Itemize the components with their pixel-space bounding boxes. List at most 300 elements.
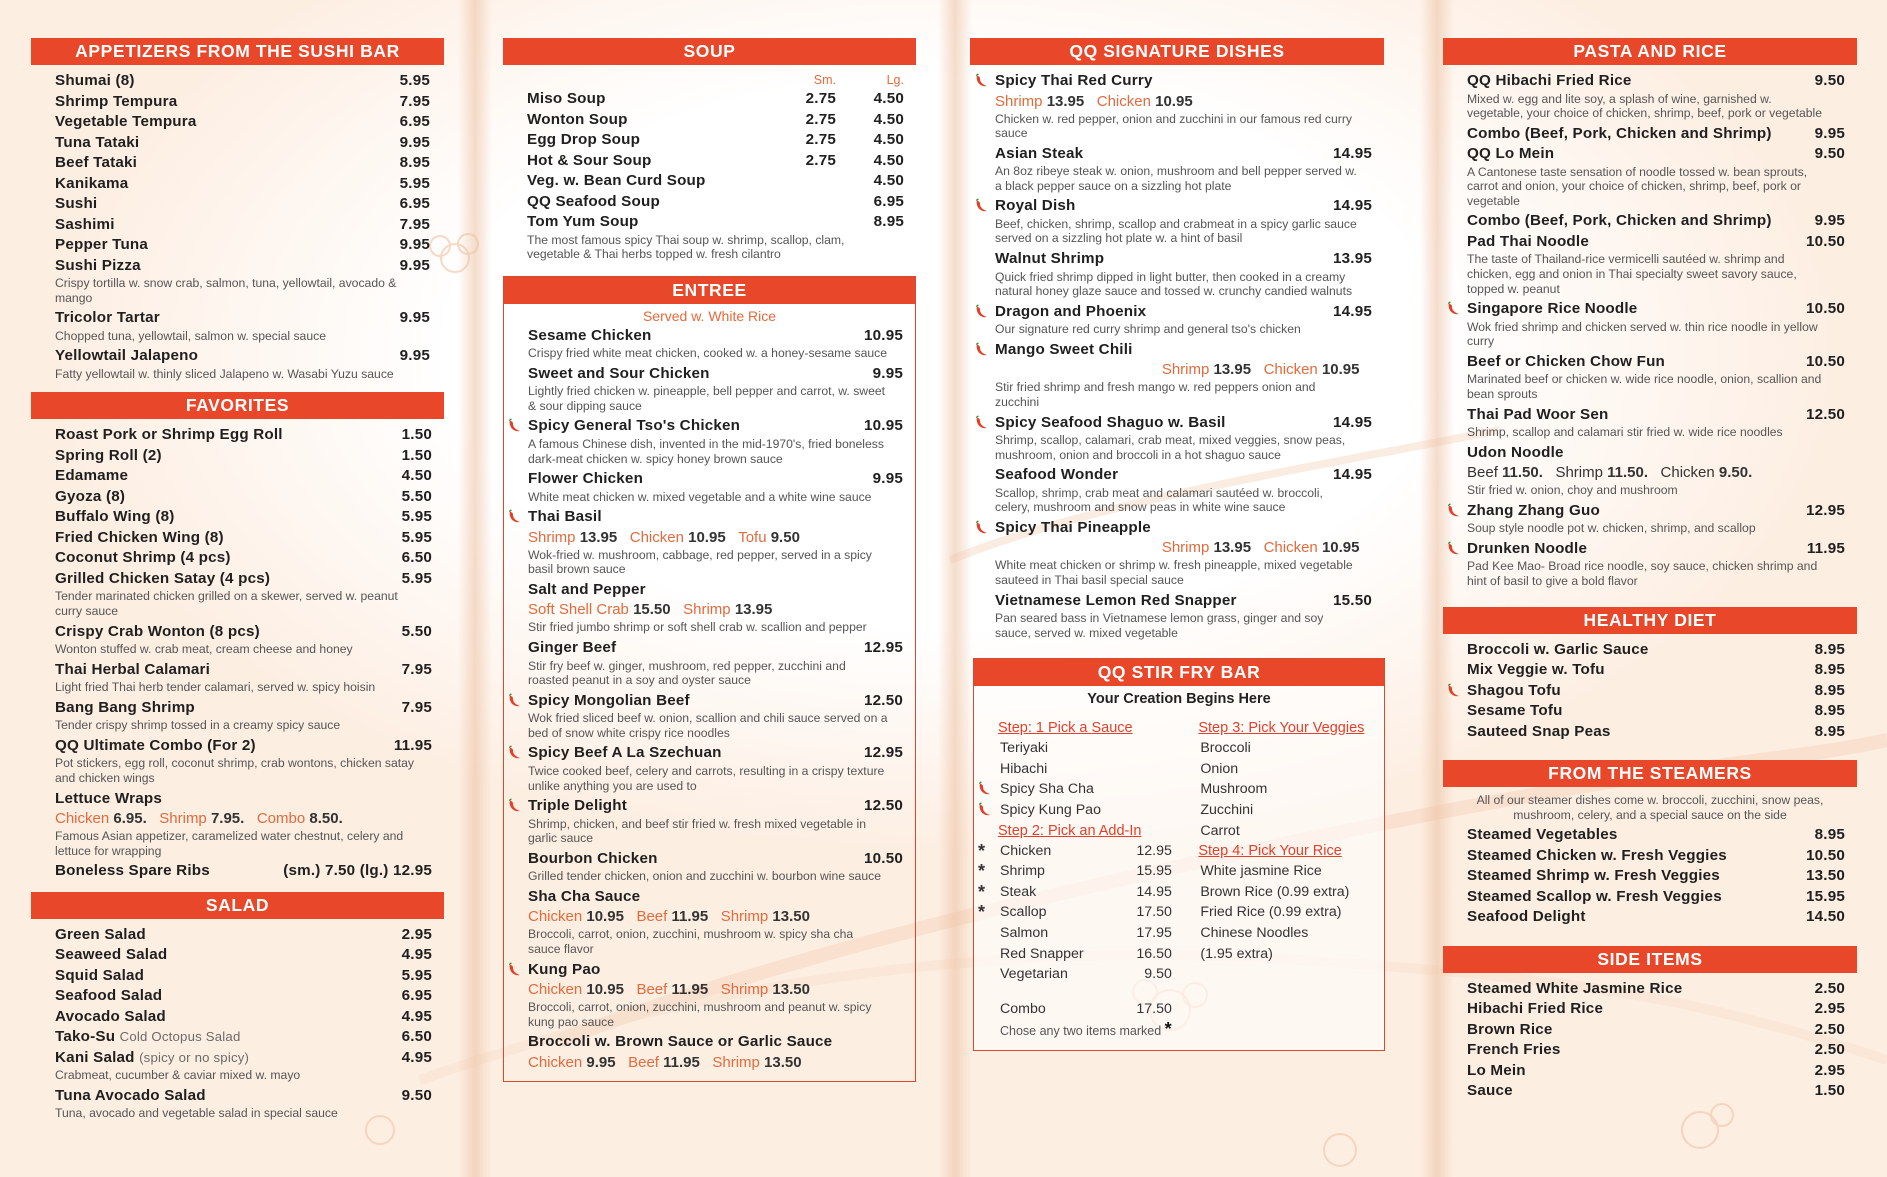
- item-name: [1467, 71, 1805, 92]
- stirfry-option: [998, 738, 1172, 759]
- option-price: 17.95: [1136, 925, 1172, 942]
- chili-pepper-icon: [1445, 683, 1461, 699]
- item-description: Crispy tortilla w. snow crab, salmon, tuna, yellowtail, avocado & mango: [55, 276, 397, 305]
- combo-name: Combo: [1000, 1000, 1046, 1017]
- option-name: Spicy Kung Pao: [1000, 802, 1101, 819]
- menu-item: [528, 691, 903, 741]
- menu-item: [1467, 907, 1845, 928]
- item-name: [527, 110, 758, 131]
- option-price: 13.50: [772, 908, 810, 926]
- menu-item: [55, 92, 430, 113]
- item-name-text: QQ Lo Mein: [1467, 145, 1555, 163]
- item-description: Shrimp, scallop, calamari, crab meat, mixed veggies, snow peas, mushroom, onion and broccoli in a hot shaguo sauce: [995, 433, 1346, 462]
- item-row: [1467, 640, 1845, 661]
- item-row: [1467, 887, 1845, 908]
- item-row: [55, 698, 432, 719]
- option-label: Shrimp: [995, 92, 1043, 110]
- option-price: 15.50: [633, 601, 671, 619]
- stirfry-right: [1198, 714, 1376, 1042]
- price-options: [528, 600, 903, 620]
- menu-item: [528, 796, 903, 846]
- pasta-section: [1443, 38, 1857, 589]
- chili-pepper-icon: [506, 693, 522, 709]
- chili-pepper-icon: [973, 520, 989, 536]
- item-name: [55, 215, 390, 236]
- item-description: Crispy fried white meat chicken, cooked w. a honey-sesame sauce: [528, 346, 888, 361]
- option-price: 11.95: [663, 1053, 700, 1071]
- option-price: 10.95: [1321, 539, 1360, 557]
- item-row: [55, 622, 432, 643]
- item-name-text: Boneless Spare Ribs: [55, 862, 210, 880]
- option-price: 10.95: [586, 981, 624, 999]
- chili-pepper-icon: [973, 415, 989, 431]
- item-price: 9.50: [1814, 145, 1845, 163]
- step2-label: Step 2: Pick an Add-In: [998, 822, 1142, 839]
- option-label: Chicken: [1263, 361, 1318, 379]
- item-row: [55, 861, 432, 882]
- stirfry-steps: [974, 712, 1384, 1042]
- option-price: 13.95: [734, 601, 773, 619]
- menu-item: [528, 887, 903, 957]
- item-price: 11.95: [393, 736, 432, 754]
- item-name: [55, 1027, 392, 1048]
- favorites-section: [31, 392, 444, 881]
- item-name: [55, 425, 392, 446]
- section-header: HEALTHY DIET: [1443, 607, 1857, 634]
- item-row: [55, 736, 432, 757]
- option-price: 9.95: [586, 1053, 616, 1071]
- menu-item: [55, 256, 430, 306]
- item-name: [1467, 1020, 1805, 1041]
- item-row: [1467, 1081, 1845, 1102]
- item-description: Crabmeat, cucumber & caviar mixed w. mayo: [55, 1068, 301, 1083]
- item-name-text: Green Salad: [55, 925, 146, 943]
- option-label: Shrimp: [528, 528, 576, 546]
- item-name-text: Tom Yum Soup: [527, 213, 639, 230]
- item-row: [55, 174, 430, 195]
- item-description: Stir fried shrimp and fresh mango w. red peppers onion and zucchini: [995, 380, 1316, 409]
- salad-list: [31, 925, 444, 1121]
- menu-item: [1467, 232, 1845, 296]
- item-name: [1467, 825, 1805, 846]
- item-name: [528, 638, 854, 659]
- item-price: 9.95: [399, 309, 430, 327]
- item-price: 11.95: [1806, 539, 1845, 557]
- item-description: A Cantonese taste sensation of noodle tossed w. bean sprouts, carrot and onion, your choice of chicken, shrimp, beef, pork or vegetable: [1467, 164, 1808, 208]
- option-price: 13.50: [764, 1053, 802, 1071]
- stirfry-tagline: Your Creation Begins Here: [1087, 691, 1271, 708]
- menu-item: [528, 960, 903, 1030]
- item-name-text: Tuna Avocado Salad: [55, 1086, 206, 1104]
- stirfry-option: Brown Rice (0.99 extra): [1200, 883, 1350, 900]
- option-name: Salmon: [1000, 925, 1049, 942]
- item-description: Tender marinated chicken grilled on a skewer, served w. peanut curry sauce: [55, 589, 398, 618]
- item-name-text: Spicy Thai Red Curry: [995, 72, 1153, 89]
- item-row: [55, 986, 432, 1007]
- item-row: [1467, 443, 1845, 464]
- item-name: [527, 130, 758, 151]
- item-name-text: Sesame Tofu: [1467, 702, 1563, 720]
- option-price: 11.50.: [1607, 464, 1649, 482]
- item-name: [528, 507, 903, 528]
- option-label: Chicken: [55, 810, 110, 828]
- item-row: [55, 945, 432, 966]
- item-price: 4.95: [401, 1048, 432, 1066]
- item-name-text: Beef Tataki: [55, 154, 138, 171]
- menu-item: [995, 302, 1372, 337]
- item-price: 14.95: [1332, 302, 1372, 320]
- menu-item: [1467, 887, 1845, 908]
- item-name: [1467, 979, 1805, 1000]
- menu-item: [528, 364, 903, 414]
- item-name: [55, 153, 390, 174]
- item-price: 6.50: [401, 1028, 432, 1046]
- item-name-text: Fried Chicken Wing (8): [55, 528, 224, 546]
- step3-label: Step 3: Pick Your Veggies: [1198, 720, 1365, 737]
- soup-size-header: [503, 71, 916, 89]
- chili-pepper-icon: [1445, 301, 1461, 317]
- item-name: [55, 466, 392, 487]
- item-name-text: Ginger Beef: [528, 639, 617, 657]
- option-price: 13.50: [772, 981, 810, 999]
- price-large: 4.50: [873, 131, 904, 148]
- item-row: [1467, 907, 1845, 928]
- option-price: 12.95: [1136, 842, 1172, 859]
- stirfry-section: [973, 658, 1385, 1051]
- item-row: [528, 743, 903, 764]
- option-label: Chicken: [528, 981, 583, 999]
- item-row: [55, 507, 432, 528]
- item-name: [528, 849, 854, 870]
- step2-list: [978, 840, 1172, 985]
- item-row: [527, 110, 904, 131]
- menu-item: [1467, 866, 1845, 887]
- menu-item: [1467, 660, 1845, 681]
- item-price: 2.95: [1814, 1000, 1845, 1018]
- item-price: 9.95: [872, 364, 903, 382]
- item-price: 5.95: [401, 508, 432, 526]
- menu-item: [995, 340, 1372, 410]
- column-1: [31, 38, 444, 1124]
- item-name-text: QQ Hibachi Fried Rice: [1467, 72, 1632, 89]
- item-name-text: Sha Cha Sauce: [528, 887, 641, 905]
- item-name: [55, 861, 273, 882]
- item-price: 1.50: [401, 426, 432, 444]
- stirfry-left: [978, 714, 1172, 1042]
- item-description: Our signature red curry shrimp and general tso's chicken: [995, 322, 1301, 337]
- entree-subtitle: Served w. White Rice: [642, 307, 777, 324]
- option-label: Shrimp: [720, 981, 769, 999]
- item-name: [1467, 1061, 1805, 1082]
- menu-item: [55, 174, 430, 195]
- item-name-text: Salt and Pepper: [528, 580, 646, 598]
- menu-item: [55, 1048, 432, 1083]
- item-name-text: Lettuce Wraps: [55, 789, 162, 807]
- option-label: Beef: [628, 1053, 659, 1071]
- item-name-text: Yellowtail Jalapeno: [55, 347, 199, 365]
- option-name: Scallop: [1000, 904, 1047, 921]
- price-options: [528, 980, 903, 1000]
- item-name: [55, 736, 384, 757]
- item-name-text: Bourbon Chicken: [528, 849, 658, 867]
- option-label: Chicken: [629, 528, 684, 546]
- item-name-text: Shrimp Tempura: [55, 92, 178, 110]
- section-header: ENTREE: [504, 277, 915, 304]
- item-row: [527, 171, 904, 192]
- menu-item: [1467, 1020, 1845, 1041]
- menu-item: [1467, 722, 1845, 743]
- item-row: [995, 465, 1372, 486]
- item-name-text: Mix Veggie w. Tofu: [1467, 661, 1605, 679]
- item-row: [55, 466, 432, 487]
- item-row: [1467, 352, 1845, 373]
- menu-item: [1467, 701, 1845, 722]
- price-small: 2.75: [805, 151, 836, 169]
- menu-item: [55, 1007, 432, 1028]
- option-price: 10.95: [586, 908, 624, 926]
- option-price: 11.50.: [1502, 464, 1543, 482]
- item-name: [55, 986, 392, 1007]
- item-price: 14.95: [1332, 197, 1372, 215]
- item-name-text: Veg. w. Bean Curd Soup: [527, 172, 706, 189]
- menu-item: [55, 308, 430, 343]
- menu-item: [1467, 443, 1845, 498]
- item-row: [1467, 866, 1845, 887]
- item-description: Chicken w. red pepper, onion and zucchini in our famous red curry sauce: [995, 111, 1353, 141]
- item-name-text: Sashimi: [55, 215, 115, 233]
- item-name: [55, 569, 392, 590]
- section-header: QQ STIR FRY BAR: [974, 659, 1384, 686]
- menu-item: [528, 1032, 903, 1073]
- item-name-text: Vegetable Tempura: [55, 113, 197, 130]
- option-price: 11.95: [671, 981, 709, 999]
- item-name-text: Shumai (8): [55, 72, 135, 89]
- item-price: 13.50: [1805, 867, 1845, 885]
- option-price: 14.95: [1136, 883, 1172, 900]
- menu-item: [55, 507, 432, 528]
- item-row: [1467, 405, 1845, 426]
- item-name-text: Avocado Salad: [55, 1007, 166, 1025]
- item-name-text: Brown Rice: [1467, 1020, 1553, 1038]
- option-price: 11.95: [671, 908, 709, 926]
- item-name-text: Roast Pork or Shrimp Egg Roll: [55, 426, 283, 444]
- item-name: [528, 326, 854, 347]
- item-name-text: Spicy Thai Pineapple: [995, 518, 1151, 536]
- item-name-text: Steamed Scallop w. Fresh Veggies: [1467, 887, 1722, 905]
- item-price: 6.50: [401, 549, 432, 567]
- item-name: [55, 1048, 392, 1069]
- item-row: [1467, 501, 1845, 522]
- option-label: Beef: [636, 981, 668, 999]
- section-header: FAVORITES: [31, 392, 444, 419]
- price-large: 4.50: [873, 90, 904, 107]
- item-description: Soup style noodle pot w. chicken, shrimp, and scallop: [1467, 521, 1756, 536]
- item-price: 15.50: [1332, 591, 1372, 609]
- item-row: [55, 215, 430, 236]
- menu-item: [55, 569, 432, 619]
- price-large: 8.95: [873, 213, 904, 230]
- item-name: [527, 212, 758, 233]
- item-row: [528, 849, 903, 870]
- menu-item: [55, 660, 432, 695]
- menu-item: [1467, 299, 1845, 349]
- stirfry-option: Chinese Noodles: [1200, 925, 1309, 942]
- item-row: [1467, 722, 1845, 743]
- item-price: 9.95: [1814, 124, 1845, 142]
- stirfry-option: Fried Rice (0.99 extra): [1200, 904, 1342, 921]
- item-name: [527, 171, 758, 192]
- item-price: 8.95: [1814, 681, 1845, 699]
- menu-item: [528, 638, 903, 688]
- item-price: 8.95: [1814, 702, 1845, 720]
- item-name: [55, 660, 392, 681]
- menu-item: [995, 196, 1372, 246]
- item-name-text: Broccoli w. Brown Sauce or Garlic Sauce: [528, 1033, 833, 1051]
- column-2: [503, 38, 916, 1082]
- item-name-text: Pepper Tuna: [55, 236, 149, 253]
- item-description: White meat chicken w. mixed vegetable and a white wine sauce: [528, 489, 872, 504]
- item-name-text: Spicy Beef A La Szechuan: [528, 744, 722, 762]
- menu-item: [55, 1086, 432, 1121]
- item-name-text: Triple Delight: [528, 797, 627, 815]
- item-row: [527, 212, 904, 233]
- item-price: 5.50: [401, 487, 432, 505]
- menu-item: [55, 153, 430, 174]
- menu-item: [55, 698, 432, 733]
- item-row: [55, 660, 432, 681]
- item-price: 9.95: [872, 470, 903, 488]
- item-row: [1467, 660, 1845, 681]
- option-price: 6.95.: [113, 810, 147, 828]
- item-price: 8.95: [1814, 640, 1845, 658]
- item-name: [55, 92, 390, 113]
- item-row: [527, 89, 904, 110]
- option-label: Chicken: [528, 908, 583, 926]
- item-price: 14.95: [1332, 144, 1372, 162]
- item-description: Wok fried sliced beef w. onion, scallion and chili sauce served on a bed of snow white crispy rice noodles: [528, 711, 888, 740]
- item-row: [528, 507, 903, 528]
- item-name-text: Sweet and Sour Chicken: [528, 364, 710, 382]
- item-row: [55, 1027, 432, 1048]
- price-options: [55, 809, 432, 829]
- item-description: Pot stickers, egg roll, coconut shrimp, crab wontons, chicken satay and chicken wings: [55, 756, 415, 785]
- menu-item: [55, 425, 432, 446]
- item-row: [995, 249, 1372, 270]
- pasta-list: [1443, 71, 1857, 589]
- step4-list: [1198, 861, 1376, 964]
- menu-item: [55, 487, 432, 508]
- item-name: [1467, 124, 1805, 145]
- item-description: Wok-fried w. mushroom, cabbage, red pepper, served in a spicy basil brown sauce: [528, 547, 872, 577]
- item-price: 9.95: [399, 256, 430, 274]
- stirfry-option: [998, 759, 1172, 780]
- item-price: 7.95: [399, 92, 430, 110]
- option-name: Teriyaki: [1000, 740, 1049, 757]
- item-name: [1467, 405, 1796, 426]
- option-name: Chicken: [1000, 842, 1052, 859]
- stirfry-option: Broccoli: [1200, 740, 1251, 757]
- combo-row: [998, 999, 1172, 1020]
- item-price: 5.50: [401, 622, 432, 640]
- price-small: 2.75: [805, 110, 836, 128]
- menu-item: [1467, 71, 1845, 121]
- item-row: [55, 966, 432, 987]
- item-description: Quick fried shrimp dipped in light butter, then cooked in a creamy natural honey glaze sauce and tossed w. crunchy candied walnuts: [995, 269, 1353, 299]
- item-price: 7.95: [401, 660, 432, 678]
- item-name-text: Steamed Shrimp w. Fresh Veggies: [1467, 867, 1720, 885]
- item-price: 14.95: [1332, 413, 1372, 431]
- soup-section: [503, 38, 916, 262]
- sides-section: [1443, 946, 1857, 1102]
- item-description: Fatty yellowtail w. thinly sliced Jalapeno w. Wasabi Yuzu sauce: [55, 366, 394, 381]
- item-name: [995, 413, 1323, 434]
- menu-item: [528, 849, 903, 884]
- item-name-text: Coconut Shrimp (4 pcs): [55, 549, 231, 567]
- chili-pepper-icon: [973, 73, 989, 89]
- item-name-text: Mango Sweet Chili: [995, 340, 1133, 358]
- asterisk-icon: *: [1164, 1019, 1172, 1040]
- menu-item: [528, 416, 903, 466]
- sides-list: [1443, 979, 1857, 1102]
- item-price: 9.95: [399, 347, 430, 365]
- item-name: [1467, 539, 1797, 560]
- price-large: 4.50: [873, 110, 904, 128]
- item-name: [995, 302, 1323, 323]
- item-name-text: Lo Mein: [1467, 1061, 1526, 1079]
- price-small: 2.75: [805, 131, 836, 148]
- item-price: 2.50: [1814, 1020, 1845, 1038]
- item-name-text: Kung Pao: [528, 960, 601, 978]
- chili-pepper-icon: [1445, 503, 1461, 519]
- item-row: [55, 528, 432, 549]
- item-row: [528, 638, 903, 659]
- menu-item: [55, 466, 432, 487]
- menu-item: [55, 112, 430, 133]
- item-name-text: Wonton Soup: [527, 110, 628, 128]
- stirfry-option: Carrot: [1200, 822, 1240, 839]
- item-price: 2.50: [1814, 1041, 1845, 1059]
- item-name-text: Egg Drop Soup: [527, 131, 641, 148]
- favorites-list: [31, 425, 444, 881]
- chili-pepper-icon: [1445, 541, 1461, 557]
- item-name: [55, 925, 392, 946]
- item-price: 9.95: [1814, 212, 1845, 230]
- item-name-text: Seafood Delight: [1467, 908, 1586, 926]
- item-name: [55, 256, 390, 277]
- item-description: Beef, chicken, shrimp, scallop and crabmeat in a spicy garlic sauce served on a sizzling hot plate w. a hint of basil: [995, 216, 1357, 246]
- option-label: Shrimp: [720, 908, 769, 926]
- item-name: [1467, 640, 1805, 661]
- option-name: Vegetarian: [1000, 966, 1068, 983]
- item-name: [55, 622, 392, 643]
- item-name-text: Hibachi Fried Rice: [1467, 1000, 1604, 1018]
- menu-item: [528, 743, 903, 793]
- option-label: Beef: [1467, 464, 1498, 482]
- item-row: [528, 1032, 903, 1053]
- menu-item: [55, 446, 432, 467]
- steamers-list: [1443, 825, 1857, 928]
- menu-item: [1467, 681, 1845, 702]
- item-row: [1467, 232, 1845, 253]
- item-description: White meat chicken or shrimp w. fresh pineapple, mixed vegetable sauteed in Thai basil special sauce: [995, 558, 1353, 587]
- item-name: [55, 789, 432, 810]
- option-label: Tofu: [738, 528, 767, 546]
- chili-pepper-icon: [506, 509, 522, 525]
- price-large: 4.50: [873, 172, 904, 189]
- item-name: [995, 591, 1323, 612]
- item-name-text: Thai Herbal Calamari: [55, 660, 211, 678]
- menu-item: [527, 171, 904, 192]
